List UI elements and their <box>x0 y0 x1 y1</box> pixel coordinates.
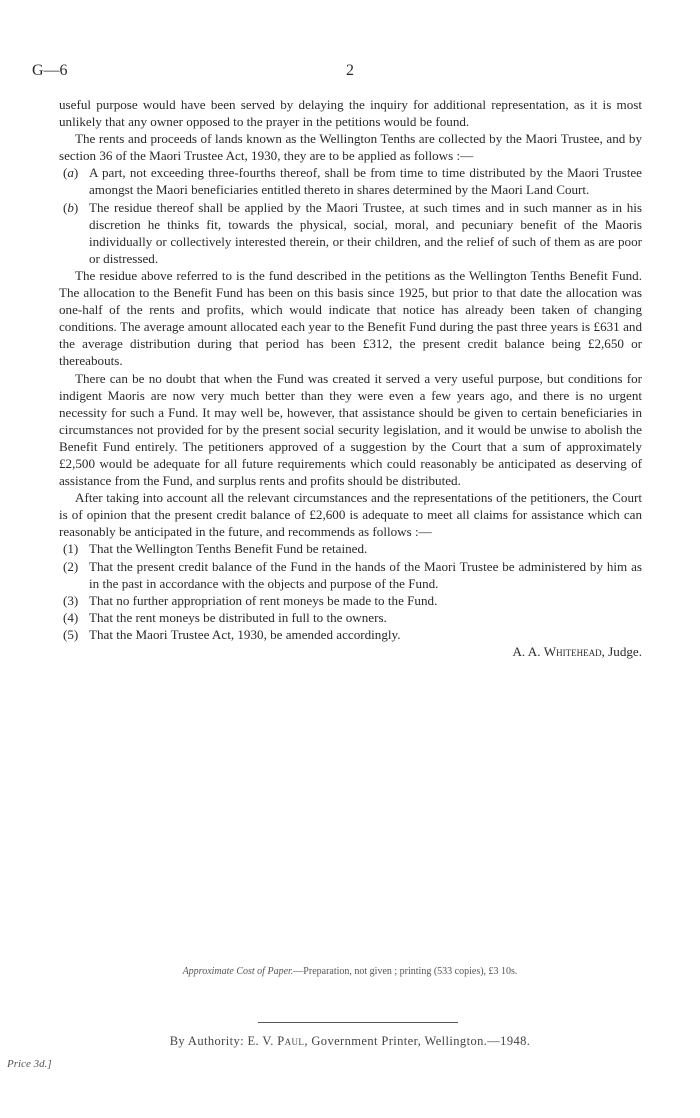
price-note: Price 3d.] <box>7 1058 52 1070</box>
list-item-text: That no further appropriation of rent moneys be made to the Fund. <box>89 592 438 608</box>
cost-of-paper-note: Approximate Cost of Paper.—Preparation, not given ; printing (533 copies), £3 10s. <box>182 966 518 977</box>
report-body <box>59 96 642 660</box>
signature: A. A. Whitehead, Judge. <box>512 644 642 659</box>
list-item-text: A part, not exceeding three-fourths thereof, shall be from time to time distributed by the Maori Trustee amongst the Maori beneficiaries entitled thereto in shares determined by the Maori Land Court. <box>89 165 642 198</box>
recommendations-list <box>59 540 642 643</box>
list-item <box>59 540 642 557</box>
list-item-label: (5) <box>63 626 79 642</box>
list-item-label: (a) <box>63 165 79 181</box>
paragraph-conditions: There can be no doubt that when the Fund was created it served a very useful purpose, but conditions for indigent Maoris are now very much better than they were even a few years ago, and there is no urgent necessity for such a Fund. It may well be, however, that assistance should be given to certain beneficiaries in circumstances not provided for by the present social security legislation, and it would be unwise to abolish the Benefit Fund entirely. The petitioners approved of a suggestion by the Court that a sum of approximately £2,500 would be adequate for all future requirements which could reasonably be anticipated as deserving of assistance from the Fund, and surplus rents and profits should be distributed. <box>59 370 642 489</box>
list-item <box>59 592 642 609</box>
list-item-text: That the present credit balance of the Fund in the hands of the Maori Trustee be administered by him as in the past in accordance with the objects and purpose of the Fund. <box>89 558 642 591</box>
list-item-text: That the rent moneys be distributed in full to the owners. <box>89 609 387 625</box>
page-number: 2 <box>346 62 354 79</box>
list-item-label: (1) <box>63 541 79 557</box>
statutory-provisions-list <box>59 164 642 267</box>
list-item-text: That the Maori Trustee Act, 1930, be amended accordingly. <box>89 626 401 642</box>
printer-imprint: By Authority: E. V. Paul, Government Printer, Wellington.—1948. <box>169 1034 531 1048</box>
list-item-label: (b) <box>63 199 79 215</box>
paragraph-benefit-fund: The residue above referred to is the fund described in the petitions as the Wellington Tenths Benefit Fund. The allocation to the Benefit Fund has been on this basis since 1925, but prior to that date the allocation was one-half of the rents and profits, which would indicate that notice has already been taken of changing conditions. The average amount allocated each year to the Benefit Fund during the past three years is £631 and the average distribution during that period has been £312, the present credit balance being £2,650 or thereabouts. <box>59 267 642 369</box>
list-item <box>59 626 642 643</box>
list-item-label: (4) <box>63 609 79 625</box>
list-item-text: The residue thereof shall be applied by the Maori Trustee, at such times and in such manner as in his discretion he thinks fit, towards the physical, social, moral, and pecuniary benefit of the Maoris individually or collectively interested therein, or their children, and the relief of such of them as are poor or distressed. <box>89 199 642 266</box>
paragraph-opinion: After taking into account all the relevant circumstances and the representations of the petitioners, the Court is of opinion that the present credit balance of £2,600 is adequate to meet all claims for assistance which can reasonably be anticipated in the future, and recommends as follows :— <box>59 490 642 540</box>
footer-divider <box>258 1022 458 1023</box>
paragraph-continuation: useful purpose would have been served by delaying the inquiry for additional representation, as it is most unlikely that any owner opposed to the prayer in the petitions would be found. <box>59 97 642 130</box>
list-item <box>59 558 642 592</box>
list-item <box>59 164 642 198</box>
list-item-label: (3) <box>63 592 79 608</box>
list-item-text: That the Wellington Tenths Benefit Fund be retained. <box>89 541 368 557</box>
list-item-label: (2) <box>63 558 79 574</box>
page-header <box>32 62 668 82</box>
document-reference: G—6 <box>32 62 68 79</box>
list-item <box>59 609 642 626</box>
paragraph-rents: The rents and proceeds of lands known as the Wellington Tenths are collected by the Maori Trustee, and by section 36 of the Maori Trustee Act, 1930, they are to be applied as follows :— <box>59 131 642 164</box>
list-item <box>59 199 642 267</box>
